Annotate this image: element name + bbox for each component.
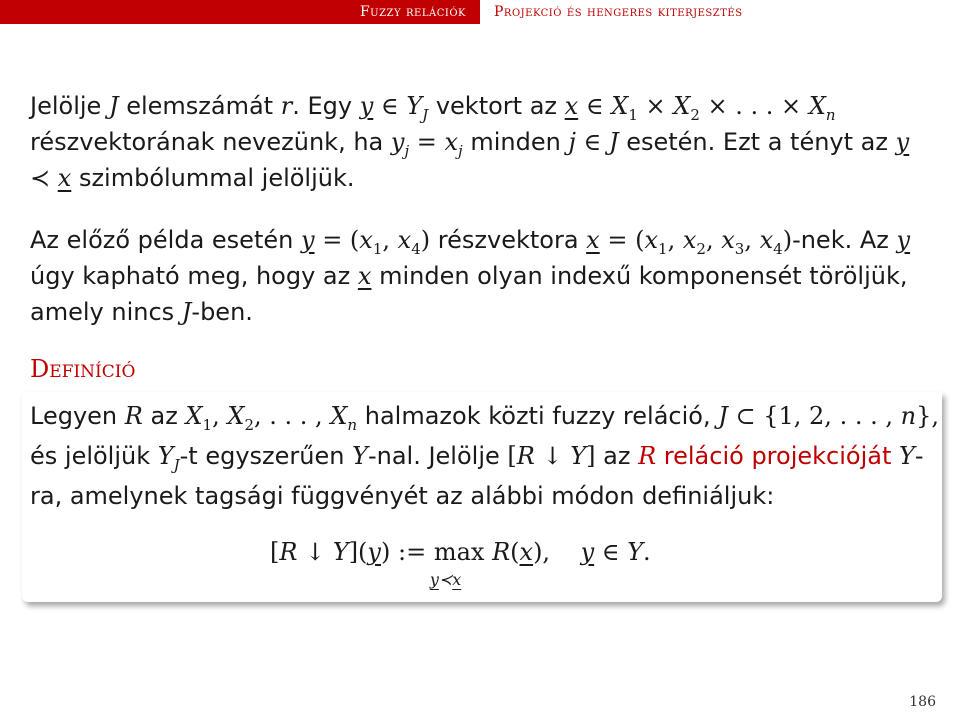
text: halmazok közti fuzzy reláció,: [364, 402, 711, 430]
text: . Egy: [292, 92, 353, 120]
text: esetén. Ezt a tényt az: [626, 128, 888, 156]
text: és jelöljük: [30, 442, 151, 470]
text: -nal. Jelölje: [367, 442, 500, 470]
text: minden: [470, 128, 561, 156]
highlighted-term: reláció projekcióját: [663, 442, 892, 470]
max-operator: max: [433, 538, 485, 566]
text: -ra, amelynek tagsági függvényét az alábbi módon definiáljuk:: [30, 442, 924, 510]
nav-subsection[interactable]: Projekció és hengeres kiterjesztés: [480, 0, 960, 24]
text: nevezünk, ha: [222, 128, 384, 156]
text: Az előző példa esetén: [30, 226, 294, 254]
header-bar: [0, 0, 960, 24]
text: elemszámát: [126, 92, 274, 120]
text: Legyen: [30, 402, 118, 430]
text: részvektorának: [30, 128, 215, 156]
text: -t egyszerűen: [179, 442, 345, 470]
text: az: [603, 442, 631, 470]
nav-section[interactable]: Fuzzy relációk: [0, 0, 480, 24]
text: vektort az: [435, 92, 557, 120]
definition-text: Legyen R az $X_1$, $X_2$, . . . , $X_n$ halmazok közti fuzzy reláció, J ⊂ {1, 2, . . . , n}, és jelöljük $Y_J-t$ egyszerűen Y-nal. Jelölje [R ↓ Y] az R reláció projekcióját Y-ra, amelynek tagsági függvényét az alábbi módon definiáljuk:: [30, 402, 939, 510]
text: szimbólummal jelöljük.: [78, 164, 355, 192]
text: az: [150, 402, 178, 430]
text: Jelölje: [30, 92, 102, 120]
paragraph-subvector: Jelölje J elemszámát r. Egy y ∈ $Y_J$ vektort az x ∈ $X_1 \times X_2$ × . . . × $X_n$ részvektorának nevezünk, ha $y_j = x_j$ minden j ∈ J esetén. Ezt a tényt az y ≺ x szimbólummal jelöljük.: [30, 92, 910, 192]
text: részvektora: [437, 226, 579, 254]
text: -nek. Az: [792, 226, 889, 254]
text: -ben.: [191, 298, 253, 326]
projection-formula: [R ↓ Y](y) := max y≺x R(x), y ∈ Y.: [270, 538, 651, 589]
definition-title: Definíció: [30, 355, 136, 383]
paragraph-example: Az előző példa esetén $y = (x_1$, $x_4$) részvektora $x = (x_1$, $x_2$, $x_3$, $x_4$)-nek. Az y úgy kapható meg, hogy az x minden olyan indexű komponensét töröljük, amely nincs J-ben.: [30, 226, 911, 326]
text: úgy kapható meg, hogy az: [30, 262, 351, 290]
page-number: 186: [909, 694, 936, 710]
text: minden olyan indexű komponensét töröljük, amely nincs: [30, 262, 908, 326]
slide-body: [30, 88, 935, 330]
